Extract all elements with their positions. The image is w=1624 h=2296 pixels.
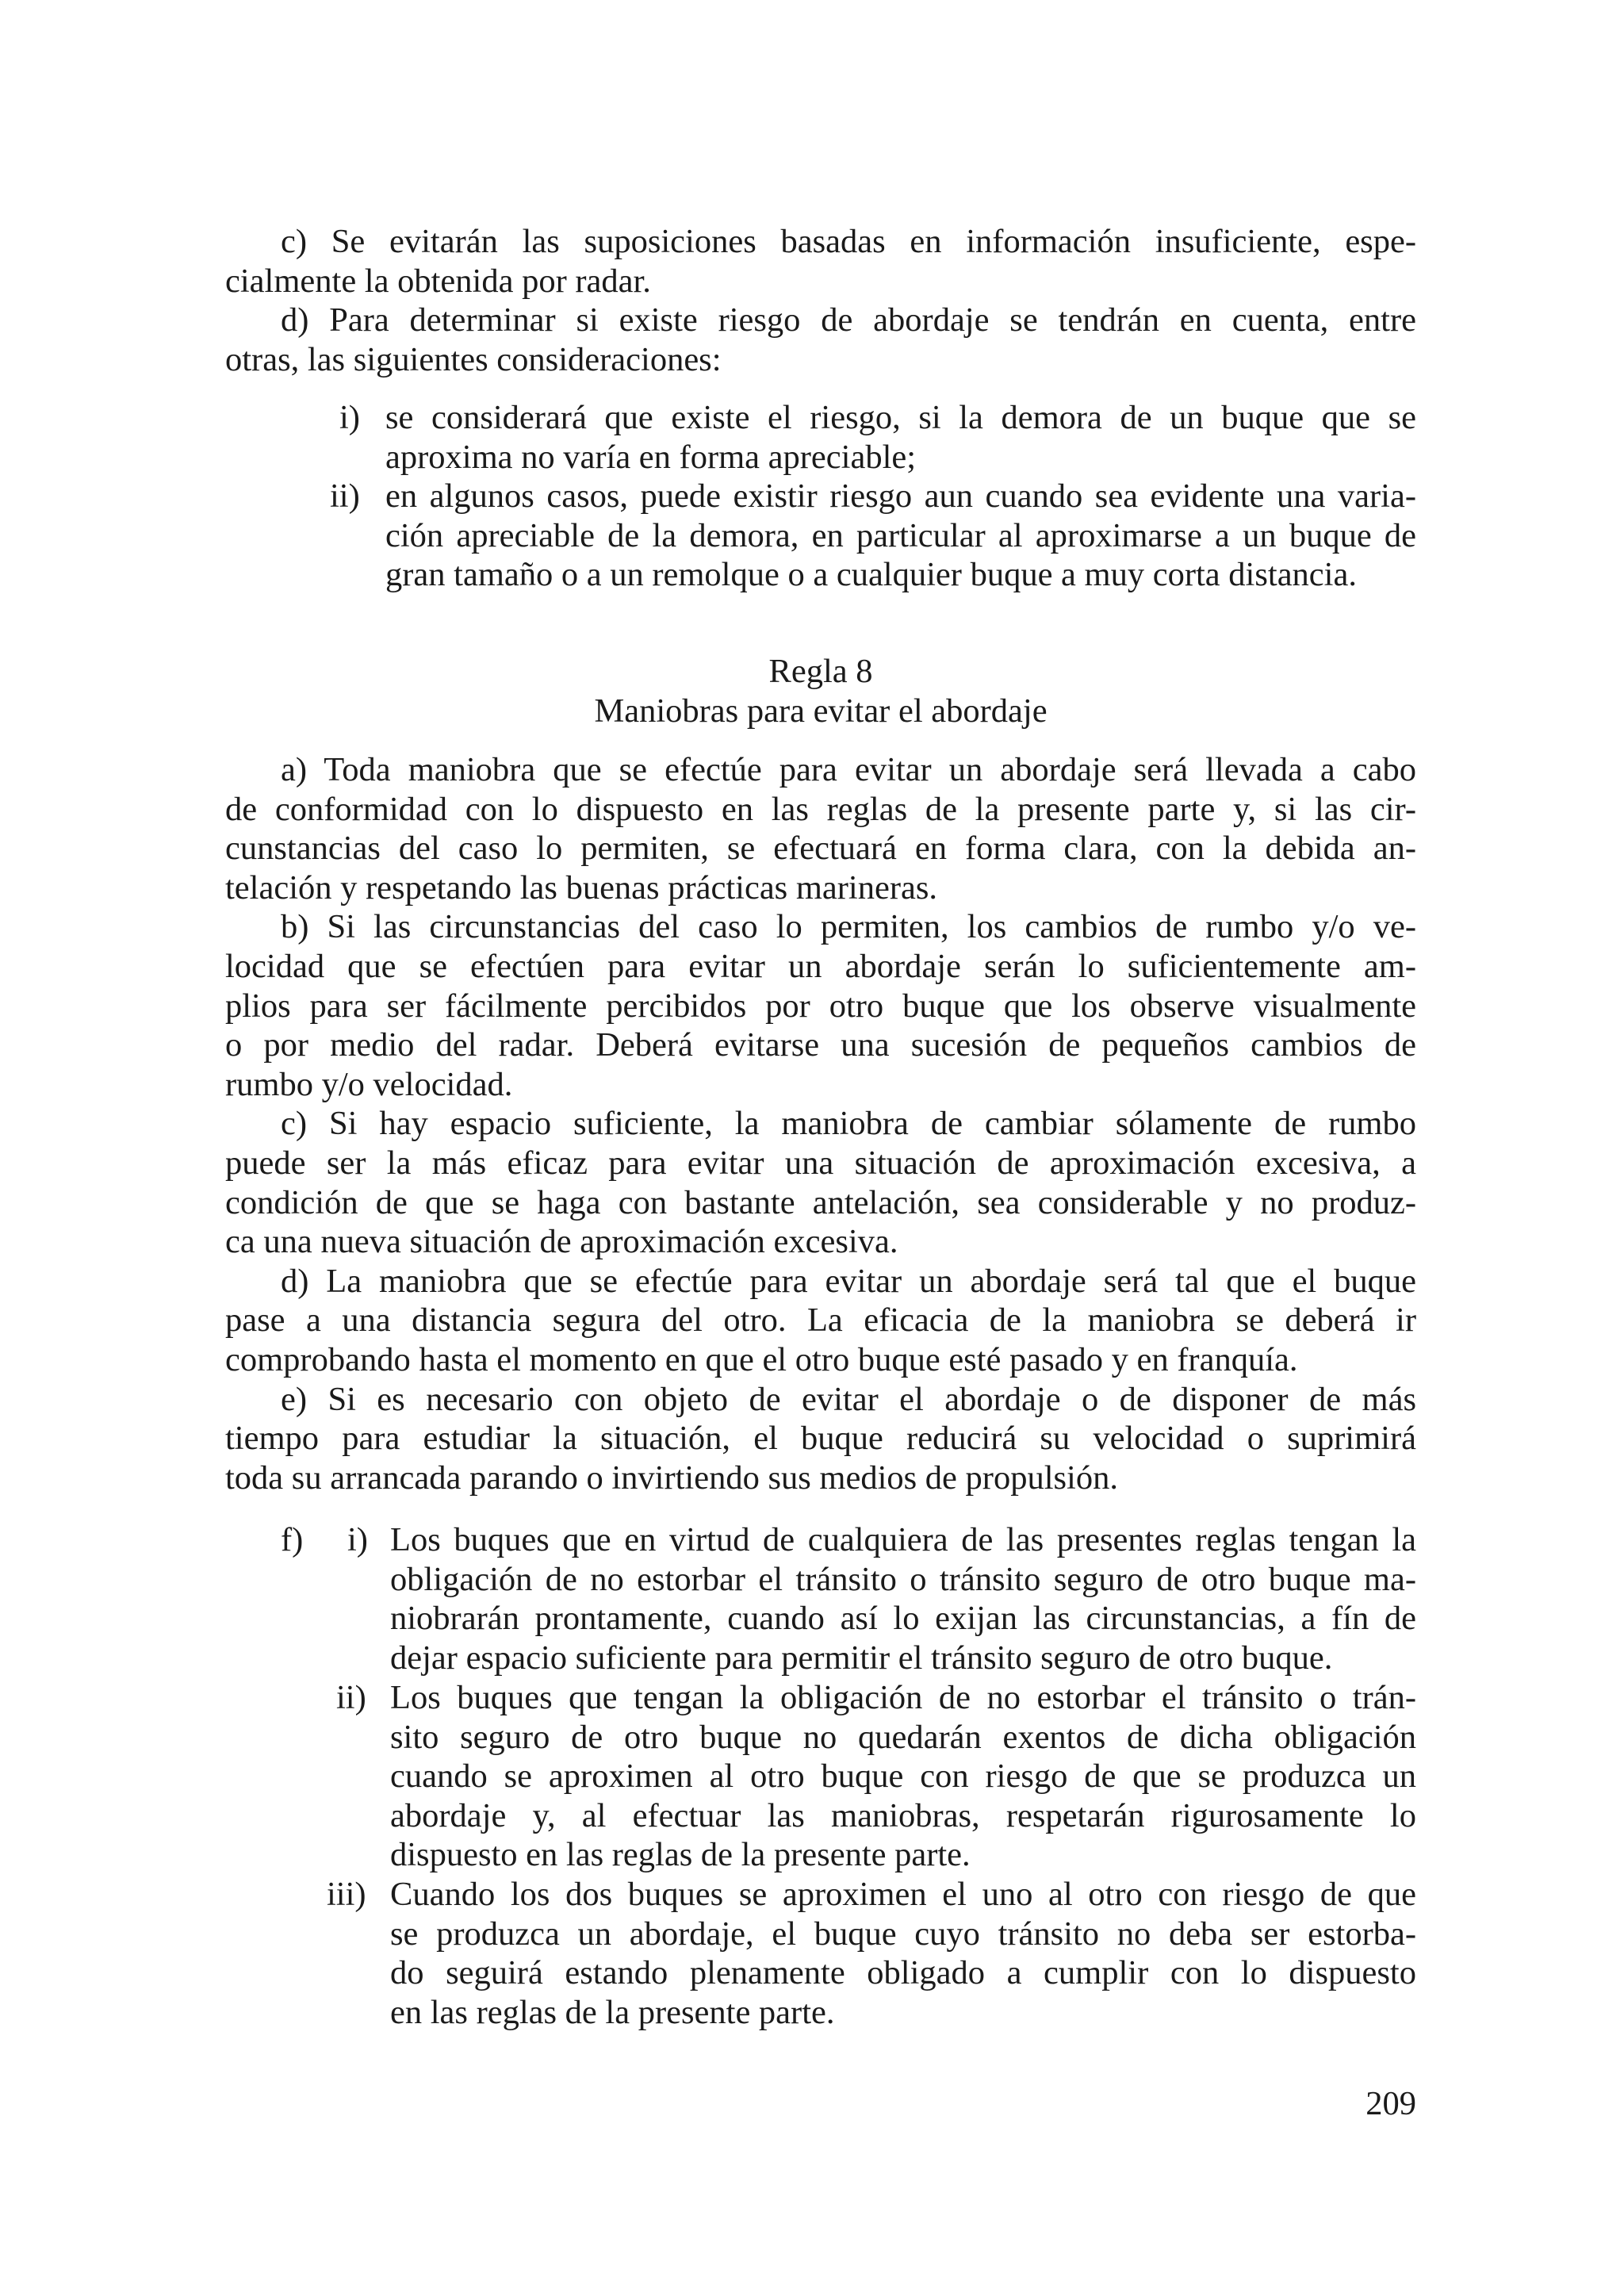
item-ii-line-3: gran tamaño o a un remolque o a cualquier buque a muy corta distancia.	[385, 556, 1357, 594]
para-c-line-1: c) Se evitarán las suposiciones basadas en información insuficiente, espe-	[281, 223, 1416, 260]
item-f-ii-line-5: dispuesto en las reglas de la presente parte.	[390, 1836, 971, 1874]
para-c-line-1: c) Si hay espacio suficiente, la maniobra de cambiar sólamente de rumbo	[281, 1105, 1416, 1143]
item-f-ii-line-3: cuando se aproximen al otro buque con riesgo de que se produzca un	[390, 1757, 1416, 1796]
item-ii-line-1: en algunos casos, puede existir riesgo aun cuando sea evidente una varia-	[385, 477, 1416, 515]
para-a-line-3: cunstancias del caso lo permiten, se efectuará en forma clara, con la debida an-	[225, 830, 1416, 868]
item-i-label: i)	[339, 399, 360, 436]
para-b-line-2: locidad que se efectúen para evitar un abordaje serán lo suficientemente am-	[225, 947, 1416, 985]
item-f-ii	[390, 1678, 1416, 1875]
para-c-line-2: puede ser la más eficaz para evitar una situación de aproximación excesiva, a	[225, 1144, 1416, 1182]
item-f-iii-line-2: se produzca un abordaje, el buque cuyo tránsito no deba ser estorba-	[390, 1915, 1416, 1953]
item-f-iii	[390, 1875, 1416, 2032]
item-ii	[385, 477, 1416, 595]
para-e-line-2: tiempo para estudiar la situación, el buque reducirá su velocidad o suprimirá	[225, 1420, 1416, 1458]
item-f-i-line-1: Los buques que en virtud de cualquiera de las presentes reglas tengan la	[390, 1521, 1416, 1558]
item-f-i-line-2: obligación de no estorbar el tránsito o tránsito seguro de otro buque ma-	[390, 1560, 1416, 1598]
para-c-line-4: ca una nueva situación de aproximación excesiva.	[225, 1223, 898, 1261]
para-d-line-2: pase a una distancia segura del otro. La eficacia de la maniobra se deberá ir	[225, 1301, 1416, 1340]
para-d-line-3: comprobando hasta el momento en que el otro buque esté pasado y en franquía.	[225, 1340, 1298, 1378]
item-f-i	[390, 1520, 1416, 1677]
item-ii-line-2: ción apreciable de la demora, en particular al aproximarse a un buque de	[385, 516, 1416, 554]
para-e-line-1: e) Si es necesario con objeto de evitar el abordaje o de disponer de más	[281, 1380, 1416, 1418]
item-ii-label: ii)	[330, 477, 360, 515]
item-f-iii-line-3: do seguirá estando plenamente obligado a cumplir con lo dispuesto	[390, 1954, 1416, 1992]
para-c-line-3: condición de que se haga con bastante antelación, sea considerable y no produz-	[225, 1183, 1416, 1221]
para-a-line-2: de conformidad con lo dispuesto en las reglas de la presente parte y, si las cir-	[225, 790, 1416, 828]
item-f-label: f)	[281, 1521, 304, 1558]
para-b-line-1: b) Si las circunstancias del caso lo permiten, los cambios de rumbo y/o ve-	[281, 908, 1416, 946]
item-f-i-line-3: niobrarán prontamente, cuando así lo exijan las circunstancias, a fín de	[390, 1600, 1416, 1638]
item-f-ii-line-1: Los buques que tengan la obligación de no estorbar el tránsito o trán-	[390, 1679, 1416, 1716]
item-i-line-1: se considerará que existe el riesgo, si la demora de un buque que se	[385, 399, 1416, 436]
item-f-iii-line-4: en las reglas de la presente parte.	[390, 1993, 835, 2031]
page-number: 209	[1365, 2085, 1416, 2122]
rule-title: Maniobras para evitar el abordaje	[594, 692, 1048, 730]
rule-number: Regla 8	[768, 653, 873, 690]
item-i	[385, 398, 1416, 477]
para-a-line-4: telación y respetando las buenas prácticas marineras.	[225, 868, 938, 907]
paragraph-c-d	[225, 222, 1416, 379]
item-f-ii-line-2: sito seguro de otro buque no quedarán exentos de dicha obligación	[390, 1718, 1416, 1756]
para-d-line-1: d) Para determinar si existe riesgo de abordaje se tendrán en cuenta, entre	[281, 301, 1416, 339]
item-f-ii-label: ii)	[336, 1679, 366, 1716]
rule-body	[225, 750, 1416, 1497]
item-f-iii-label: iii)	[327, 1876, 366, 1913]
para-e-line-3: toda su arrancada parando o invirtiendo sus medios de propulsión.	[225, 1458, 1118, 1497]
para-c-line-2: cialmente la obtenida por radar.	[225, 262, 651, 300]
item-f-i-label: i)	[347, 1521, 368, 1558]
para-d-line-2: otras, las siguientes consideraciones:	[225, 340, 722, 378]
item-f-ii-line-4: abordaje y, al efectuar las maniobras, respetarán rigurosamente lo	[390, 1796, 1416, 1834]
item-f-iii-line-1: Cuando los dos buques se aproximen el uno al otro con riesgo de que	[390, 1876, 1416, 1913]
para-b-line-5: rumbo y/o velocidad.	[225, 1065, 513, 1103]
item-i-line-2: aproxima no varía en forma apreciable;	[385, 438, 917, 476]
para-b-line-4: o por medio del radar. Deberá evitarse una sucesión de pequeños cambios de	[225, 1026, 1416, 1064]
item-f-i-line-4: dejar espacio suficiente para permitir el tránsito seguro de otro buque.	[390, 1639, 1333, 1677]
para-b-line-3: plios para ser fácilmente percibidos por otro buque que los observe visualmente	[225, 987, 1416, 1025]
para-a-line-1: a) Toda maniobra que se efectúe para evitar un abordaje será llevada a cabo	[281, 751, 1416, 788]
para-d-line-1: d) La maniobra que se efectúe para evitar un abordaje será tal que el buque	[281, 1262, 1416, 1300]
